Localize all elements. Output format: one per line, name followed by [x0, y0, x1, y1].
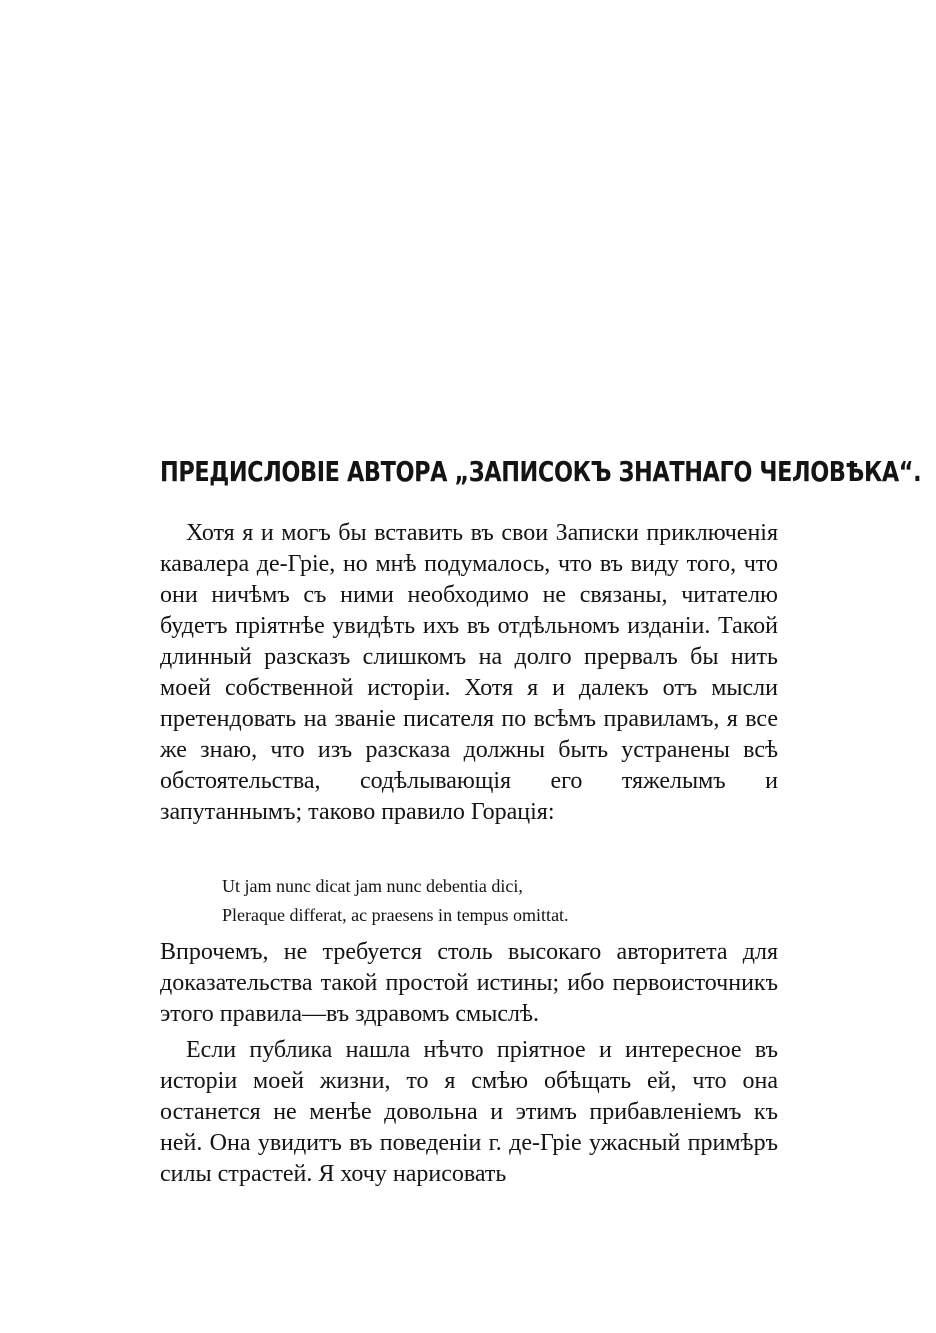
page-title: ПРЕДИСЛОВІЕ АВТОРА „ЗАПИСОКЪ ЗНАТНАГО ЧЕЛОВѢКА“. [160, 455, 922, 488]
paragraph-1: Хотя я и могъ бы вставить въ свои Записки приключенія кавалера де-Гріе, но мнѣ подумалось, что въ виду того, что они ничѣмъ съ ними необходимо не связаны, читателю будетъ пріятнѣе увидѣть ихъ въ отдѣльномъ изданіи. Такой длинный разсказъ слишкомъ на долго прервалъ бы нить моей собственной исторіи. Хотя я и далекъ отъ мысли претендовать на званіе писателя по всѣмъ правиламъ, я все же знаю, что изъ разсказа должны быть устранены всѣ обстоятельства, содѣлывающія его тяжелымъ и запутаннымъ; таково правило Горація: [160, 520, 778, 825]
paragraph-2: Впрочемъ, не требуется столь высокаго авторитета для доказательства такой простой истины; ибо первоисточникъ этого правила—въ здравомъ смыслѣ. [160, 939, 778, 1027]
quote-line-1: Ut jam nunc dicat jam nunc debentia dici, [222, 876, 523, 896]
quote-line-2: Pleraque differat, ac praesens in tempus omittat. [222, 905, 569, 925]
latin-quote [222, 872, 782, 930]
paragraph-3: Если публика нашла нѣчто пріятное и интересное въ исторіи моей жизни, то я смѣю обѣщать ей, что она останется не менѣе довольна и этимъ прибавленіемъ къ ней. Она увидитъ въ поведеніи г. де-Гріе ужасный примѣръ силы страстей. Я хочу нарисовать [160, 1037, 778, 1187]
